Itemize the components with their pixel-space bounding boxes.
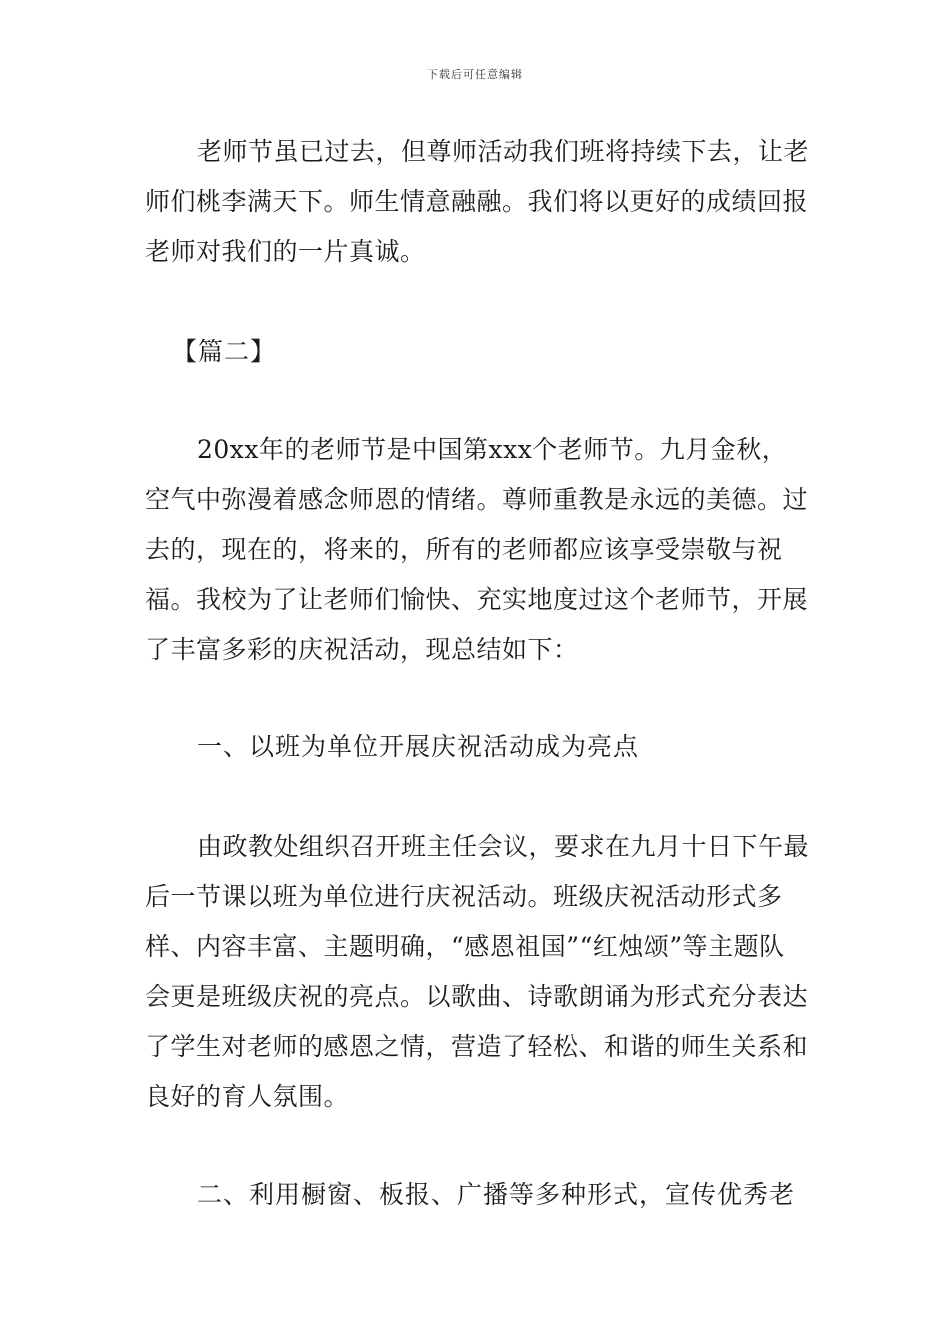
heading-two: 二、利用橱窗、板报、广播等多种形式，宣传优秀老	[197, 1180, 796, 1209]
paragraph-closing: 老师节虽已过去，但尊师活动我们班将持续下去，让老师们桃李满天下。师生情意融融。我们将以更好的成绩回报老师对我们的一片真诚。	[145, 137, 810, 266]
paragraph-intro: 20xx年的老师节是中国第xxx个老师节。九月金秋，空气中弥漫着感念师恩的情绪。尊师重教是永远的美德。过去的，现在的，将来的，所有的老师都应该享受崇敬与祝福。我校为了让老师们愉快、充实地度过这个老师节，开展了丰富多彩的庆祝活动，现总结如下：	[145, 435, 809, 664]
page-header: 下载后可任意编辑	[427, 68, 523, 81]
section-title: 【篇二】	[172, 337, 277, 366]
heading-one: 一、以班为单位开展庆祝活动成为亮点	[197, 732, 640, 761]
paragraph-class-activities: 由政教处组织召开班主任会议，要求在九月十日下午最后一节课以班为单位进行庆祝活动。班级庆祝活动形式多样、内容丰富、主题明确，“感恩祖国”“红烛颂”等主题队会更是班级庆祝的亮点。以歌曲、诗歌朗诵为形式充分表达了学生对老师的感恩之情，营造了轻松、和谐的师生关系和良好的育人氛围。	[145, 832, 810, 1111]
